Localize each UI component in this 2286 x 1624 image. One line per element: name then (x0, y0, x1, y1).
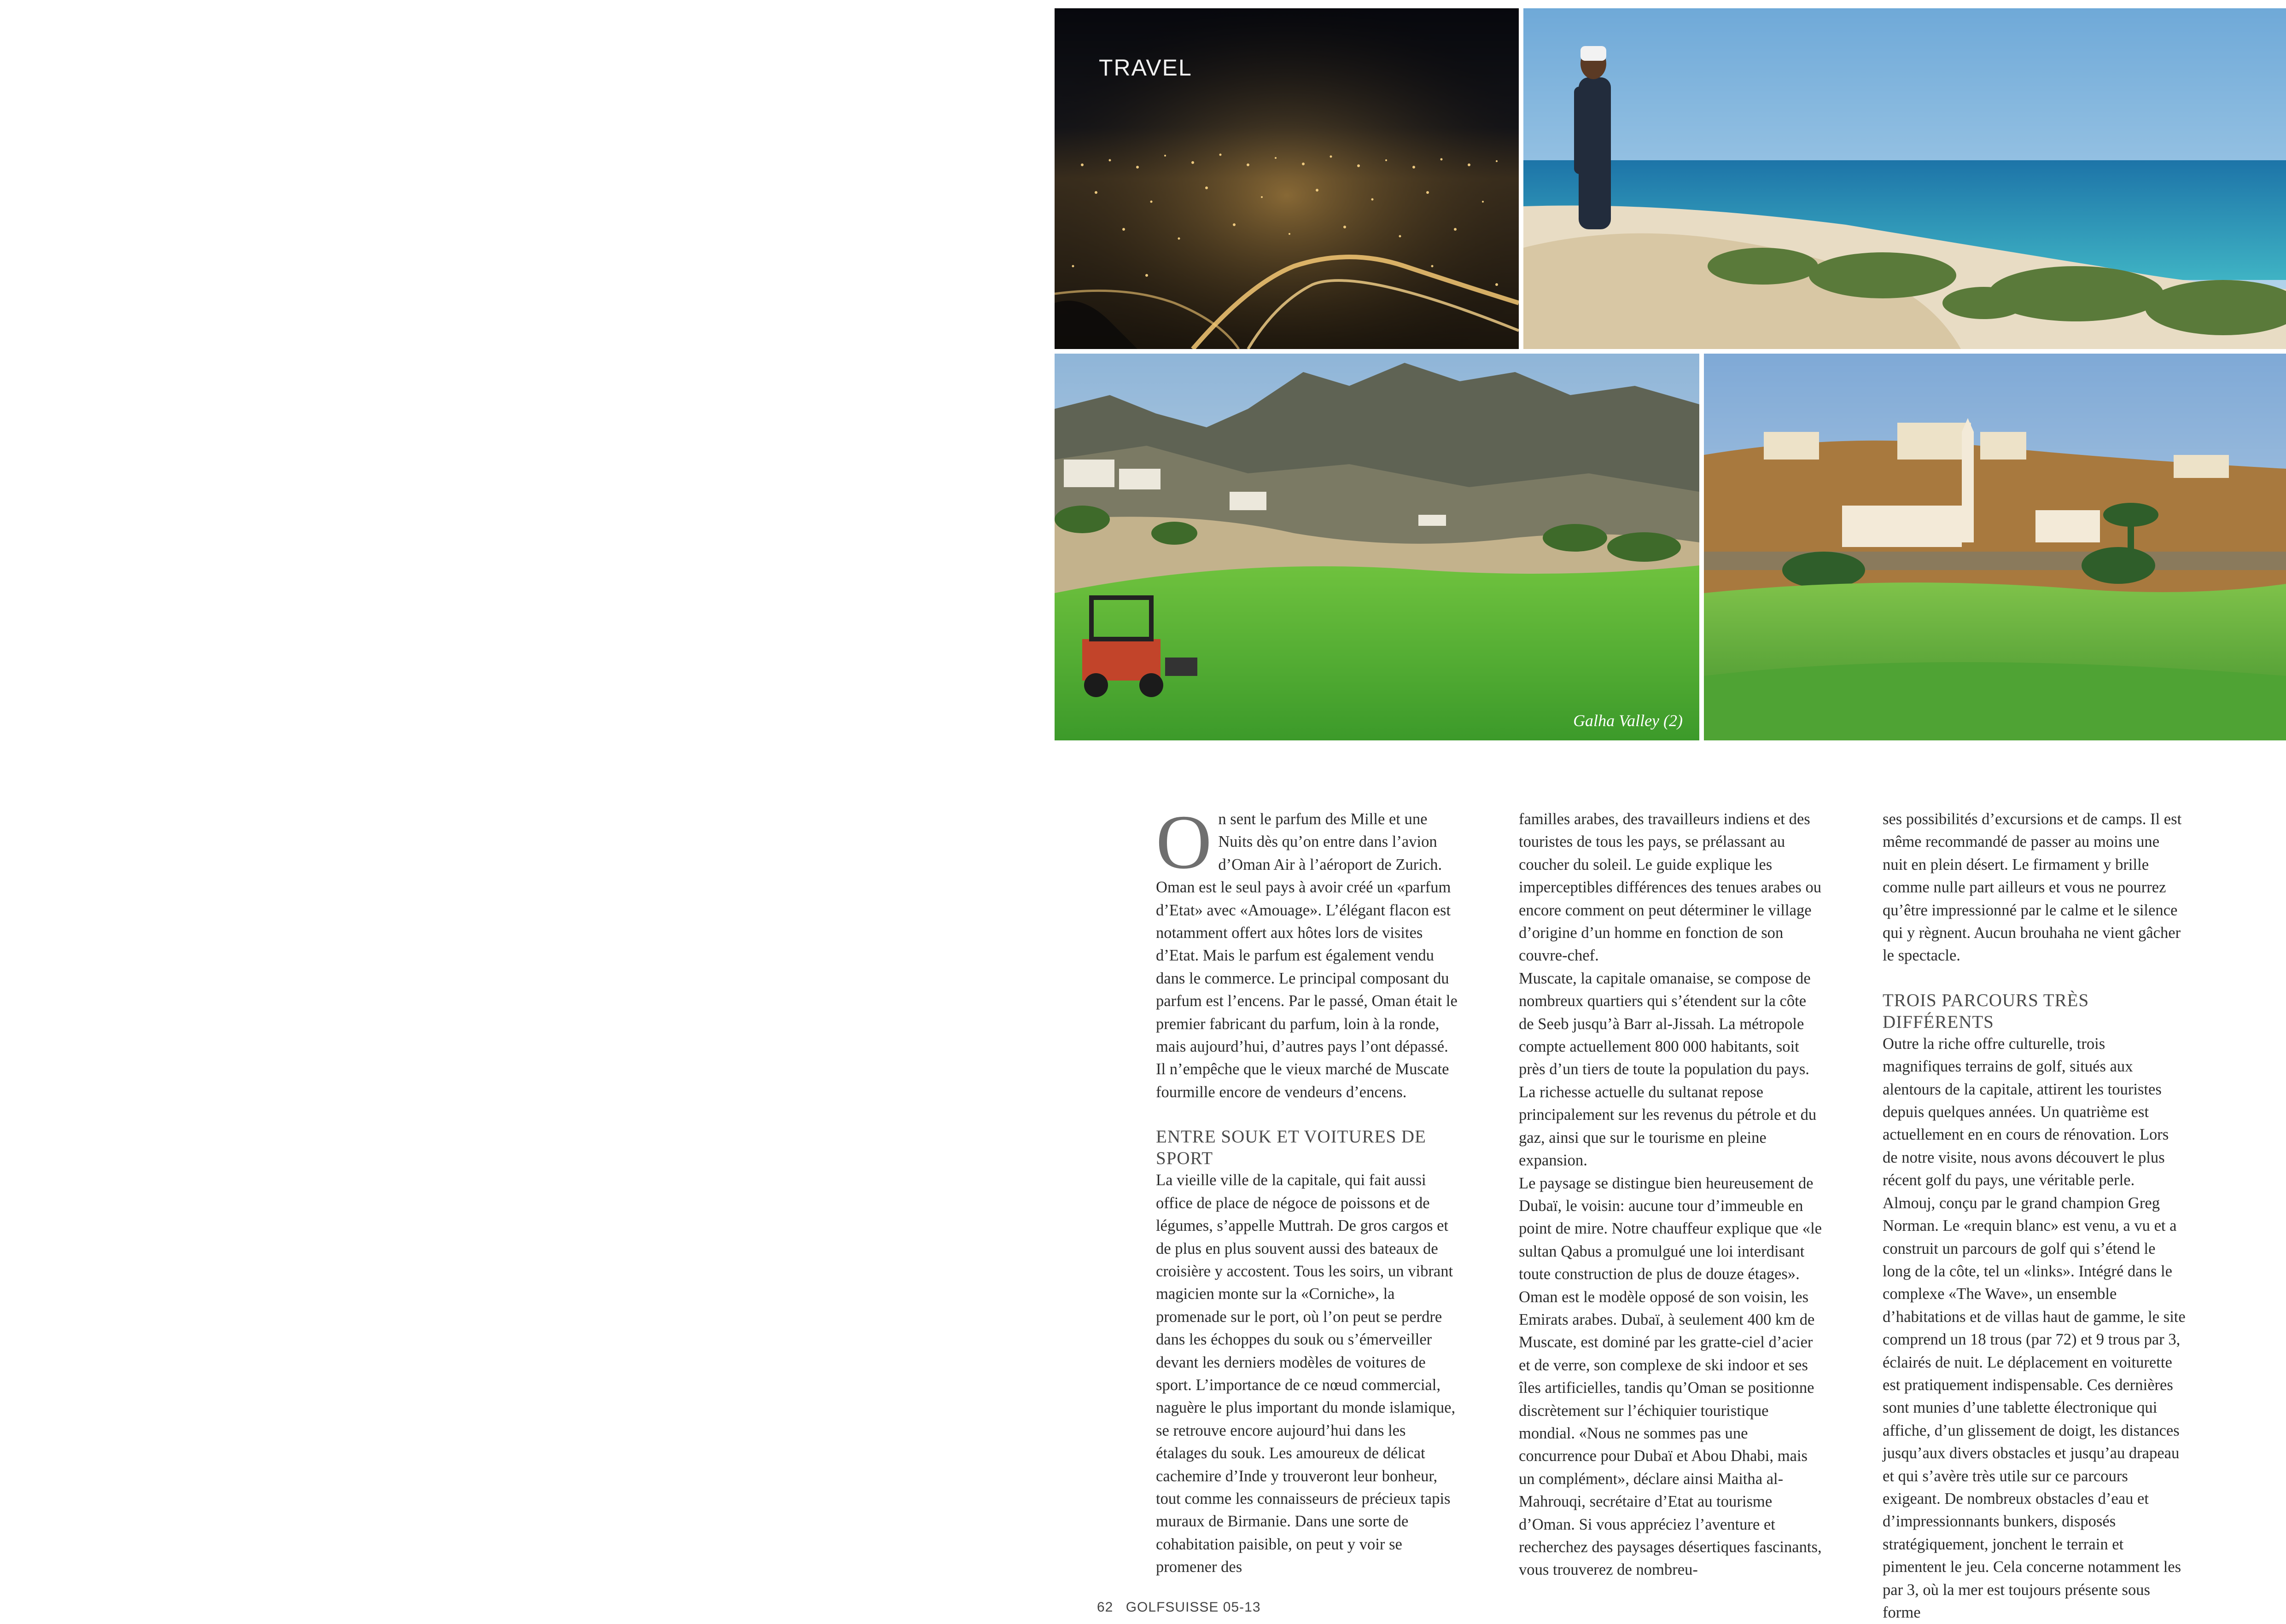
paragraph-souk: La vieille ville de la capitale, qui fait aussi office de place de négoce de poissons et de légumes, s’appelle Muttrah. De gros cargos et de plus en plus souvent aussi des bateaux de croisière y accostent. Tous les soirs, un vibrant magicien monte sur la «Corniche», la promenade sur le port, où l’on peut se perdre dans les échoppes du souk ou s’émerveiller devant les derniers modèles de voitures de sport. L’importance de ce nœud commercial, naguère le plus important du monde islamique, se retrouve encore aujourd’hui dans les étalages du souk. Les amoureux de délicat cachemire d’Inde y trouveront leur bonheur, tout comme les connaisseurs de précieux tapis muraux de Birmanie. Dans une sorte de cohabitation paisible, on peut y voir se promener des (1156, 1171, 1456, 1576)
page-footer (1097, 1600, 1261, 1615)
paragraph-families: familles arabes, des travailleurs indiens et des touristes de tous les pays, se prélassant au coucher du soleil. Le guide explique les imperceptibles différences des tenues arabes ou encore comment on peut déterminer le village d’origine d’un homme en fonction de son couvre-chef. (1519, 810, 1822, 965)
article-column-1 (1156, 799, 1460, 1579)
subheading-parcours: TROIS PARCOURS TRÈS DIFFÉRENTS (1883, 990, 2089, 1032)
section-label-travel: TRAVEL (1099, 55, 1192, 81)
drop-cap: O (1156, 799, 1212, 885)
article-column-3 (1883, 808, 2187, 1624)
photo-credit: Galha Valley (2) (1573, 711, 1683, 730)
paragraph-desert: ses possibilités d’excursions et de camps. Il est même recommandé de passer au moins une nuit en plein désert. Le firmament y brille comme nulle part ailleurs et vous ne pourrez qu’être impressionné par le calme et le silence qui y règnent. Aucun brouhaha ne vient gâcher le spectacle. (1883, 810, 2182, 965)
paragraph-muscate: Muscate, la capitale omanaise, se compose de nombreux quartiers qui s’étendent sur la côte de Seeb jusqu’à Barr al-Jissah. La métropole compte actuellement 800 000 habitants, soit près d’un tiers de toute la population du pays. La richesse actuelle du sultanat repose principalement sur les revenus du pétrole et du gaz, ainsi que sur le tourisme en pleine expansion. (1519, 969, 1817, 1170)
intro-paragraph (1156, 799, 1460, 1104)
paragraph-golf: Outre la riche offre culturelle, trois magnifiques terrains de golf, situés aux alentours de la capitale, attirent les touristes depuis quelques années. Un quatrième est actuellement en en cours de rénovation. Lors de notre visite, nous avons découvert le plus récent golf du pays, une véritable perle. Almouj, conçu par le grand champion Greg Norman. Le «requin blanc» est venu, a vu et a construit un parcours de golf qui s’étend le long de la côte, tel un «links». Intégré dans le complexe «The Wave», un ensemble d’habitations et de villas haut de gamme, le site comprend un 18 trous (par 72) et 9 trous par 3, éclairés de nuit. Le déplacement en voiturette est pratiquement indispensable. Ces dernières sont munies d’une tablette électronique qui affiche, d’un glissement de doigt, les distances jusqu’aux divers obstacles et jusqu’au drapeau et qui s’avère très utile sur ce parcours exigeant. De nombreux obstacles d’eau et d’impressionnants bunkers, disposés stratégiquement, jonchent le terrain et pimentent le jeu. Cela concerne notamment les par 3, où la mer est toujours présente sous forme (1883, 1035, 2186, 1621)
photo-night-city (1055, 8, 1519, 349)
publication-name: GOLFSUISSE 05-13 (1126, 1600, 1261, 1615)
subheading-souk: ENTRE SOUK ET VOITURES DE SPORT (1156, 1127, 1426, 1169)
article-column-2 (1519, 808, 1823, 1582)
photo-golf-valley (1055, 354, 1699, 740)
photo-golf-mosque (1704, 354, 2286, 740)
paragraph-landscape: Le paysage se distingue bien heureusement de Dubaï, le voisin: aucune tour d’immeuble en point de mire. Notre chauffeur explique que «le sultan Qabus a promulgué une loi interdisant toute construction de plus de douze étages». Oman est le modèle opposé de son voisin, les Emirats arabes. Dubaï, à seulement 400 km de Muscate, est dominé par les gratte-ciel d’acier et de verre, son complexe de ski indoor et ses îles artificielles, tandis qu’Oman se positionne discrètement sur l’échiquier touristique mondial. «Nous ne sommes pas une concurrence pour Dubaï et Abou Dhabi, mais un complément», déclare ainsi Maitha al-Mahrouqi, secrétaire d’Etat au tourisme d’Oman. Si vous appréciez l’aventure et recherchez des paysages désertiques fascinants, vous trouverez de nombreu- (1519, 1174, 1822, 1579)
intro-text: n sent le parfum des Mille et une Nuits dès qu’on entre dans l’avion d’Oman Air à l’aéroport de Zurich. Oman est le seul pays à avoir créé un «parfum d’Etat» avec «Amouage». L’élégant flacon est notamment offert aux hôtes lors de visites d’Etat. Mais le parfum est également vendu dans le commerce. Le principal composant du parfum est l’encens. Par le passé, Oman était le premier fabricant du parfum, loin à la ronde, mais aujourd’hui, d’autres pays l’ont dépassé. Il n’empêche que le vieux marché de Muscate fourmille encore de vendeurs d’encens. (1156, 810, 1458, 1101)
page-number: 62 (1097, 1600, 1114, 1615)
photo-beach-man (1523, 8, 2286, 349)
